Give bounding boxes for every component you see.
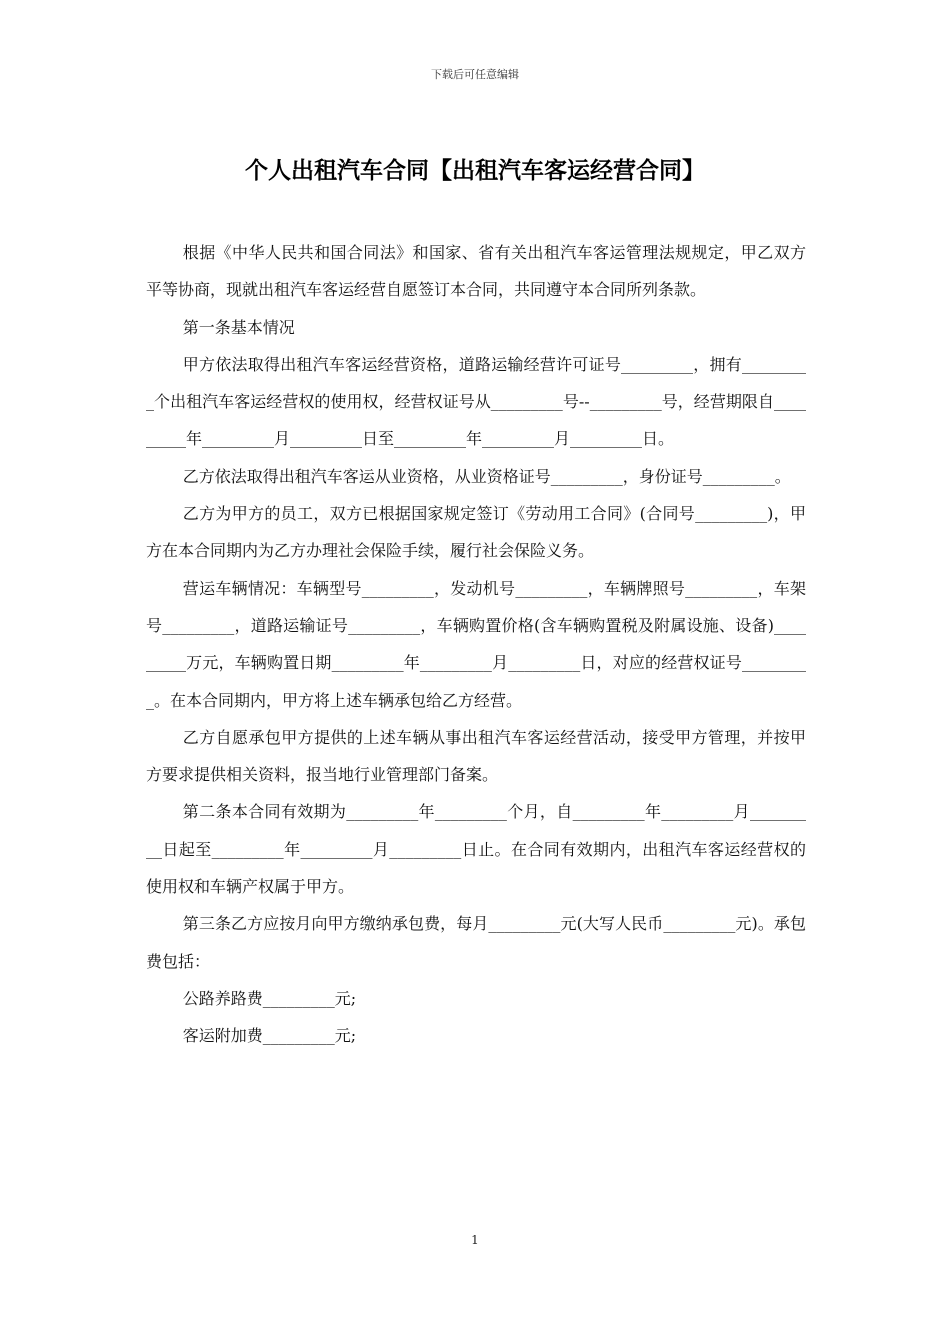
paragraph-article-1-heading: 第一条基本情况 xyxy=(182,317,295,337)
paragraph-contracting: 乙方自愿承包甲方提供的上述车辆从事出租汽车客运经营活动，接受甲方管理，并按甲方要求提供相关资料，报当地行业管理部门备案。 xyxy=(146,727,806,785)
paragraph-party-a: 甲方依法取得出租汽车客运经营资格，道路运输经营许可证号_________，拥有_________个出租汽车客运经营权的使用权，经营权证号从_________号--_________号，经营期限自_________年_________月_________日至_________年_________月_________日。 xyxy=(146,354,806,449)
paragraph-intro: 根据《中华人民共和国合同法》和国家、省有关出租汽车客运管理法规规定，甲乙双方平等协商，现就出租汽车客运经营自愿签订本合同，共同遵守本合同所列条款。 xyxy=(146,243,806,300)
header-note: 下载后可任意编辑 xyxy=(431,68,519,81)
page-number: 1 xyxy=(471,1233,479,1247)
document-body xyxy=(146,234,806,1055)
paragraph-article-2: 第二条本合同有效期为_________年_________个月，自_________年_________月_________日起至_________年_________月_________日止。在合同有效期内，出租汽车客运经营权的使用权和车辆产权属于甲方。 xyxy=(146,802,806,897)
paragraph-surcharge: 客运附加费_________元; xyxy=(182,1026,357,1046)
paragraph-vehicle: 营运车辆情况：车辆型号_________，发动机号_________，车辆牌照号_________，车架号_________，道路运输证号_________，车辆购置价格(含车辆购置税及附属设施、设备)_________万元，车辆购置日期_________年_________月_________日，对应的经营权证号_________。在本合同期内，甲方将上述车辆承包给乙方经营。 xyxy=(146,578,806,710)
document-title: 个人出租汽车合同【出租汽车客运经营合同】 xyxy=(245,157,705,184)
paragraph-road-fee: 公路养路费_________元; xyxy=(182,988,357,1008)
paragraph-party-b: 乙方依法取得出租汽车客运从业资格，从业资格证号_________，身份证号_________。 xyxy=(182,466,791,486)
paragraph-article-3: 第三条乙方应按月向甲方缴纳承包费，每月_________元(大写人民币_________元)。承包费包括： xyxy=(146,914,806,971)
paragraph-employment: 乙方为甲方的员工，双方已根据国家规定签订《劳动用工合同》(合同号_________)，甲方在本合同期内为乙方办理社会保险手续，履行社会保险义务。 xyxy=(146,504,806,561)
